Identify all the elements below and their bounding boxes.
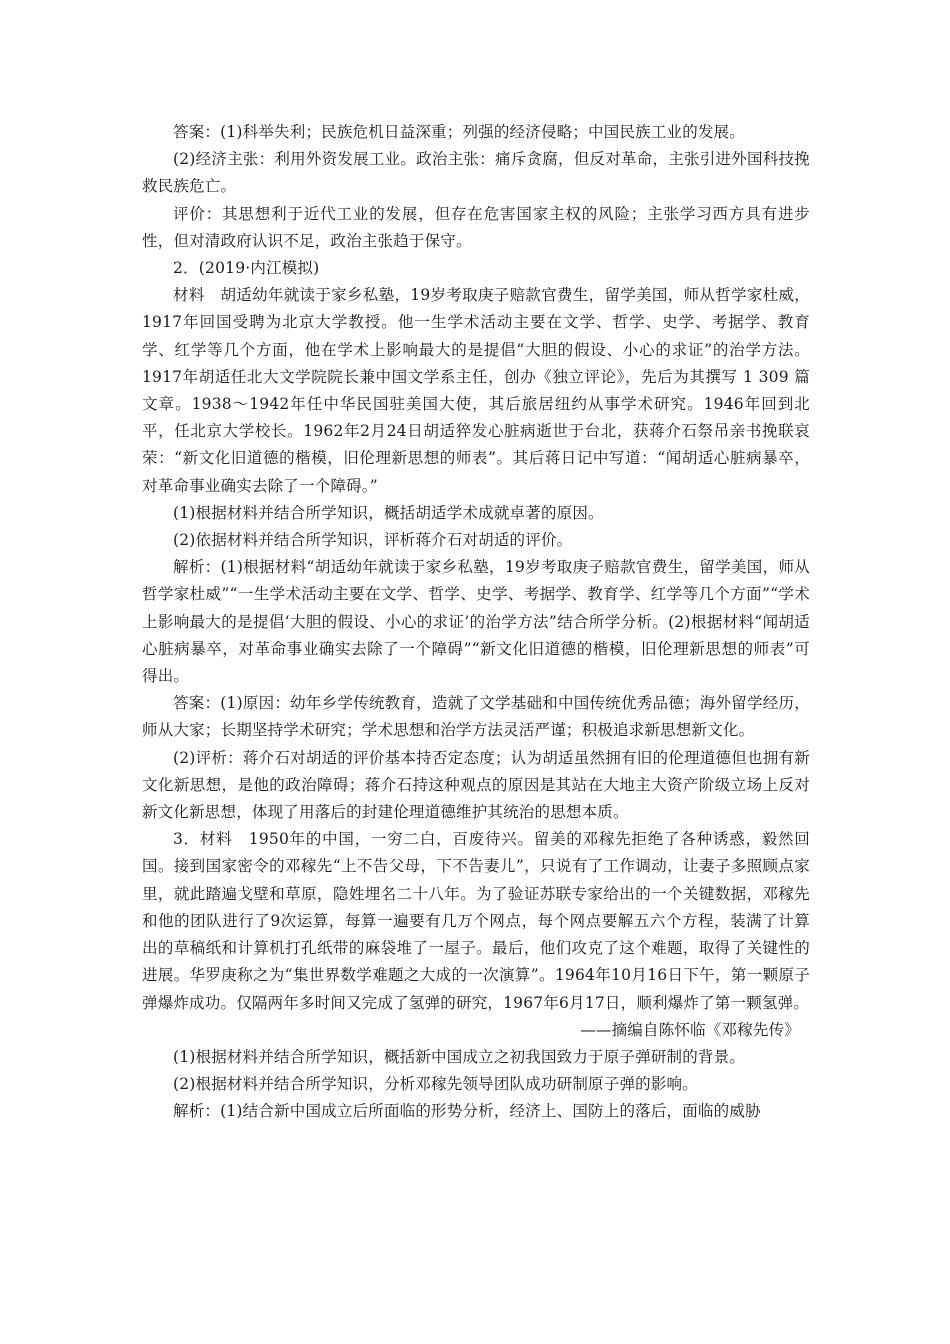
analysis-paragraph: 解析：(1)结合新中国成立后所面临的形势分析，经济上、国防上的落后，面临的威胁 (173, 1102, 761, 1121)
question-item: (1)根据材料并结合所学知识，概括新中国成立之初我国致力于原子弹研制的背景。 (173, 1047, 746, 1066)
document-page (142, 119, 810, 1126)
material-paragraph: 材料 胡适幼年就读于家乡私塾，19岁考取庚子赔款官费生，留学美国，师从哲学家杜威，1917年回国受聘为北京大学教授。他一生学术活动主要在文学、哲学、史学、考据学、教育学、红学等几个方面，他在学术上影响最大的是提倡“大胆的假设、小心的求证”的治学方法。1917年胡适任北大文学院院长兼中国文学系主任，创办《独立评论》，先后为其撰写 1 309 篇文章。1938～1942年任中华民国驻美国大使，其后旅居纽约从事学术研究。1946年回到北平，任北京大学校长。1962年2月24日胡适猝发心脏病逝世于台北，获蒋介石祭吊亲书挽联哀荣：“新文化旧道德的楷模，旧伦理新思想的师表”。其后蒋日记中写道：“闻胡适心脏病暴卒，对革命事业确实去除了一个障碍。” (142, 286, 810, 495)
answer-paragraph: (2)评析：蒋介石对胡适的评价基本持否定态度；认为胡适虽然拥有旧的伦理道德但也拥有新文化新思想，是他的政治障碍；蒋介石持这种观点的原因是其站在大地主大资产阶级立场上反对新文化新思想，体现了用落后的封建伦理道德维护其统治的思想本质。 (142, 748, 810, 822)
question-heading: 2．(2019·内江模拟) (173, 259, 320, 278)
question-item: (2)依据材料并结合所学知识，评析蒋介石对胡适的评价。 (173, 531, 573, 550)
answer-paragraph: (2)经济主张：利用外资发展工业。政治主张：痛斥贪腐，但反对革命，主张引进外国科技挽救民族危亡。 (142, 150, 810, 196)
evaluation-paragraph: 评价：其思想利于近代工业的发展，但存在危害国家主权的风险；主张学习西方具有进步性，但对清政府认识不足，政治主张趋于保守。 (142, 204, 810, 250)
analysis-paragraph: 解析：(1)根据材料“胡适幼年就读于家乡私塾，19岁考取庚子赔款官费生，留学美国，师从哲学家杜威”“一生学术活动主要在文学、哲学、史学、考据学、教育学、红学等几个方面”“学术上影响最大的是提倡‘大胆的假设、小心的求证’的治学方法”结合所学分析。(2)根据材料“闻胡适心脏病暴卒，对革命事业确实去除了一个障碍”“新文化旧道德的楷模，旧伦理新思想的师表”可得出。 (142, 558, 810, 686)
answer-paragraph: 答案：(1)原因：幼年乡学传统教育，造就了文学基础和中国传统优秀品德；海外留学经历，师从大家；长期坚持学术研究；学术思想和治学方法灵活严谨；积极追求新思想新文化。 (142, 694, 810, 740)
question-item: (2)根据材料并结合所学知识，分析邓稼先领导团队成功研制原子弹的影响。 (173, 1075, 698, 1094)
answer-paragraph: 答案：(1)科举失利；民族危机日益深重；列强的经济侵略；中国民族工业的发展。 (173, 123, 746, 141)
material-paragraph: 3．材料 1950年的中国，一穷二白，百废待兴。留美的邓稼先拒绝了各种诱惑，毅然回国。接到国家密令的邓稼先“上不告父母，下不告妻儿”，只说有了工作调动，让妻子多照顾点家里，就此踏遍戈壁和草原，隐姓埋名二十八年。为了验证苏联专家给出的一个关键数据，邓稼先和他的团队进行了9次运算，每算一遍要有几万个网点，每个网点要解五六个方程，装满了计算出的草稿纸和计算机打孔纸带的麻袋堆了一屋子。最后，他们攻克了这个难题，取得了关键性的进展。华罗庚称之为“集世界数学难题之大成的一次演算”。1964年10月16日下午，第一颗原子弹爆炸成功。仅隔两年多时间又完成了氢弹的研究，1967年6月17日，顺利爆炸了第一颗氢弹。 (142, 830, 810, 1012)
source-attribution: ——摘编自陈怀临《邓稼先传》 (580, 1020, 800, 1039)
question-item: (1)根据材料并结合所学知识，概括胡适学术成就卓著的原因。 (173, 503, 604, 522)
